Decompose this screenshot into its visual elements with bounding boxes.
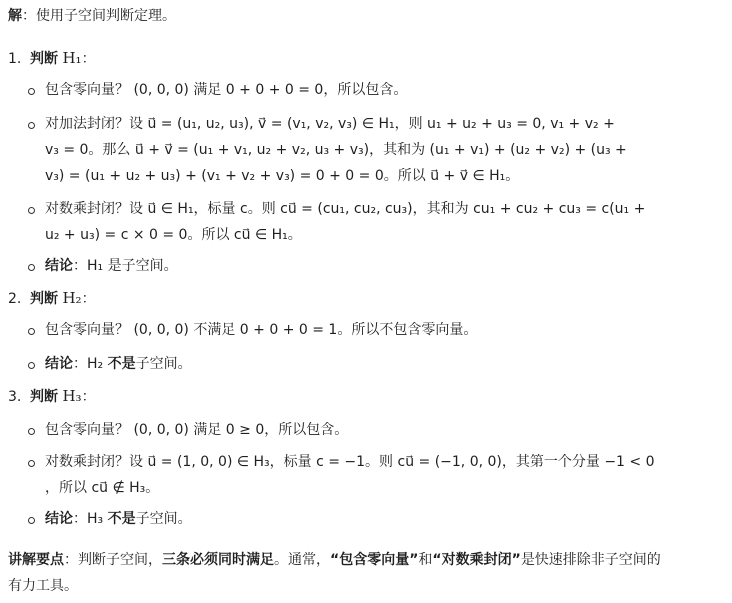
bullet-marker (28, 428, 35, 435)
s1-bullet-2-line-1: 对加法封闭？设 u⃗ = (u₁, u₂, u₃), v⃗ = (v₁, v₂, v₃) ∈ H₁，则 u₁ + u₂ + u₃ = 0, v₁ + v₂ + (45, 116, 615, 132)
section-1-colon: ： (81, 51, 96, 67)
section-3-set: H₃ (62, 387, 82, 405)
s1-conclusion (45, 256, 178, 276)
summary-part2: 。通常， (274, 552, 330, 568)
s3-conclusion-end: 子空间。 (135, 511, 192, 527)
section-3-title: 判断 (30, 389, 58, 405)
s3-conclusion-mid: ：H₃ (73, 511, 108, 527)
section-3-number: 3. (8, 389, 22, 405)
bullet-marker (28, 517, 35, 524)
summary-line-2: 有力工具。 (8, 578, 78, 594)
s2-conclusion-bold: 不是 (107, 356, 136, 372)
summary-part3: 和 (418, 552, 433, 568)
section-1-number: 1. (8, 51, 22, 67)
bullet-marker (28, 88, 35, 95)
section-2-title: 判断 (30, 291, 58, 307)
s2-bullet-1: 包含零向量？ (0, 0, 0) 不满足 0 + 0 + 0 = 1。所以不包含零向量。 (45, 322, 478, 338)
section-3-heading (8, 386, 96, 407)
s3-conclusion-label: 结论 (45, 511, 73, 527)
section-2-heading (8, 288, 96, 309)
s3-bullet-2-line-2: ，所以 cu⃗ ∉ H₃。 (45, 480, 160, 496)
s3-conclusion (45, 509, 192, 529)
section-1-heading (8, 48, 96, 69)
summary-bold2: “包含零向量” (330, 552, 419, 568)
summary-bold3: “对数乘封闭” (432, 552, 521, 568)
bullet-marker (28, 460, 35, 467)
bullet-marker (28, 328, 35, 335)
bullet-marker (28, 122, 35, 129)
section-2-colon: ： (81, 291, 96, 307)
bullet-marker (28, 362, 35, 369)
s1-bullet-2-line-2: v₃ = 0。那么 u⃗ + v⃗ = (u₁ + v₁, u₂ + v₂, u₃ + v₃)，其和为 (u₁ + v₁) + (u₂ + v₂) + (u₃ + (45, 142, 627, 158)
summary-label: 讲解要点 (8, 552, 64, 568)
intro-text: ：使用子空间判断定理。 (22, 8, 176, 24)
s3-conclusion-bold: 不是 (107, 511, 136, 527)
bullet-marker (28, 264, 35, 271)
section-1-title: 判断 (30, 51, 58, 67)
summary-bold1: 三条必须同时满足 (162, 552, 274, 568)
s1-bullet-2-line-3: v₃) = (u₁ + u₂ + u₃) + (v₁ + v₂ + v₃) = 0 + 0 = 0。所以 u⃗ + v⃗ ∈ H₁。 (45, 168, 520, 184)
s3-bullet-1: 包含零向量？ (0, 0, 0) 满足 0 ≥ 0，所以包含。 (45, 422, 349, 438)
summary-part4: 是快速排除非子空间的 (520, 552, 661, 568)
section-2-number: 2. (8, 291, 22, 307)
intro-line (8, 6, 176, 26)
bullet-marker (28, 207, 35, 214)
summary-line-1 (8, 550, 661, 570)
summary-part1: ：判断子空间， (64, 552, 162, 568)
s1-bullet-3-line-2: u₂ + u₃) = c × 0 = 0。所以 cu⃗ ∈ H₁。 (45, 227, 302, 243)
s1-conclusion-text: ：H₁ 是子空间。 (73, 258, 178, 274)
s2-conclusion-end: 子空间。 (135, 356, 192, 372)
s2-conclusion-mid: ：H₂ (73, 356, 108, 372)
section-2-set: H₂ (62, 289, 82, 307)
section-3-colon: ： (81, 389, 96, 405)
section-1-set: H₁ (62, 49, 82, 67)
s1-bullet-3-line-1: 对数乘封闭？设 u⃗ ∈ H₁，标量 c。则 cu⃗ = (cu₁, cu₂, cu₃)，其和为 cu₁ + cu₂ + cu₃ = c(u₁ + (45, 201, 646, 217)
s1-bullet-1: 包含零向量？ (0, 0, 0) 满足 0 + 0 + 0 = 0，所以包含。 (45, 82, 408, 98)
s3-bullet-2-line-1: 对数乘封闭？设 u⃗ = (1, 0, 0) ∈ H₃，标量 c = −1。则 cu⃗ = (−1, 0, 0)，其第一个分量 −1 < 0 (45, 454, 655, 470)
s2-conclusion (45, 354, 192, 374)
s1-conclusion-label: 结论 (45, 258, 73, 274)
intro-label: 解 (8, 8, 22, 24)
s2-conclusion-label: 结论 (45, 356, 73, 372)
